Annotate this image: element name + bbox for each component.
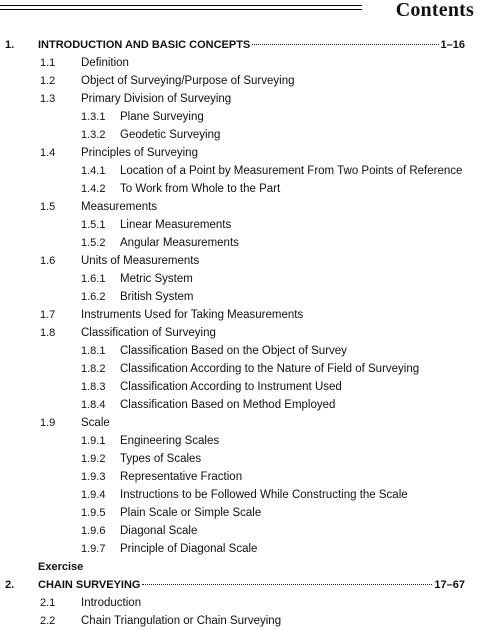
exercise-title: Exercise: [38, 561, 84, 573]
toc-subsection: [0, 468, 480, 486]
section-title: Classification Based on Method Employed: [120, 399, 336, 411]
toc-exercise: [0, 558, 480, 576]
section-number: 1.3: [40, 93, 56, 105]
toc-subsection: [0, 432, 480, 450]
section-title: Types of Scales: [120, 453, 202, 465]
section-title: Location of a Point by Measurement From Two Points of Reference: [120, 165, 463, 177]
section-title: Linear Measurements: [120, 219, 232, 231]
section-title: Scale: [81, 417, 110, 429]
toc-subsection: [0, 378, 480, 396]
toc-subsection: [0, 216, 480, 234]
section-number: 1.3.1: [81, 111, 106, 123]
toc-section: [0, 252, 480, 270]
section-title: Plain Scale or Simple Scale: [120, 507, 262, 519]
toc-section: [0, 90, 480, 108]
toc-subsection: [0, 270, 480, 288]
section-number: 1.9.6: [81, 525, 106, 537]
toc-section: [0, 612, 480, 630]
toc-subsection: [0, 342, 480, 360]
section-title: Engineering Scales: [120, 435, 220, 447]
section-number: 1.6.1: [81, 273, 106, 285]
toc-section: [0, 414, 480, 432]
section-title: British System: [120, 291, 194, 303]
section-number: 1.5.1: [81, 219, 106, 231]
section-number: 1.9: [40, 417, 56, 429]
toc-section: [0, 306, 480, 324]
toc-section: [0, 198, 480, 216]
section-title: Instructions to be Followed While Constructing the Scale: [120, 489, 408, 501]
toc-subsection: [0, 360, 480, 378]
section-number: 1.4: [40, 147, 56, 159]
section-title: Plane Surveying: [120, 111, 204, 123]
section-number: 1.8: [40, 327, 56, 339]
section-number: 1.4.1: [81, 165, 106, 177]
dot-leader: [252, 44, 438, 45]
section-title: Introduction: [81, 597, 142, 609]
section-title: To Work from Whole to the Part: [120, 183, 281, 195]
section-title: Instruments Used for Taking Measurements: [81, 309, 304, 321]
header-rule: [0, 9, 362, 10]
section-number: 1.3.2: [81, 129, 106, 141]
section-title: Classification According to the Nature of Field of Surveying: [120, 363, 420, 375]
toc-chapter: [0, 36, 480, 54]
section-number: 1.5.2: [81, 237, 106, 249]
section-title: Principle of Diagonal Scale: [120, 543, 258, 555]
chapter-number: 1.: [5, 39, 15, 51]
section-title: Classification of Surveying: [81, 327, 216, 339]
toc-subsection: [0, 486, 480, 504]
table-of-contents: [0, 36, 480, 630]
page-header: [0, 0, 480, 26]
section-title: Classification Based on the Object of Survey: [120, 345, 347, 357]
toc-chapter: [0, 576, 480, 594]
section-number: 1.6: [40, 255, 56, 267]
section-title: Chain Triangulation or Chain Surveying: [81, 615, 282, 627]
section-title: Angular Measurements: [120, 237, 239, 249]
section-number: 1.9.3: [81, 471, 106, 483]
toc-subsection: [0, 126, 480, 144]
section-number: 1.9.5: [81, 507, 106, 519]
toc-section: [0, 594, 480, 612]
toc-subsection: [0, 504, 480, 522]
section-title: Metric System: [120, 273, 193, 285]
section-number: 1.2: [40, 75, 56, 87]
section-title: Definition: [81, 57, 129, 69]
section-number: 1.8.1: [81, 345, 106, 357]
section-title: Object of Surveying/Purpose of Surveying: [81, 75, 295, 87]
section-title: Units of Measurements: [81, 255, 200, 267]
header-rule: [0, 5, 362, 6]
toc-subsection: [0, 234, 480, 252]
toc-subsection: [0, 396, 480, 414]
toc-subsection: [0, 288, 480, 306]
section-number: 2.2: [40, 615, 56, 627]
toc-subsection: [0, 540, 480, 558]
section-number: 1.7: [40, 309, 56, 321]
toc-section: [0, 72, 480, 90]
section-title: Diagonal Scale: [120, 525, 198, 537]
toc-subsection: [0, 108, 480, 126]
chapter-heading: [38, 36, 465, 54]
toc-section: [0, 54, 480, 72]
chapter-title: INTRODUCTION AND BASIC CONCEPTS: [38, 39, 251, 51]
chapter-title: CHAIN SURVEYING: [38, 579, 141, 591]
toc-subsection: [0, 522, 480, 540]
toc-section: [0, 144, 480, 162]
section-number: 1.1: [40, 57, 56, 69]
section-number: 1.9.2: [81, 453, 106, 465]
section-number: 1.8.2: [81, 363, 106, 375]
page-range: 17–67: [434, 579, 465, 591]
section-number: 2.1: [40, 597, 56, 609]
section-number: 1.9.4: [81, 489, 106, 501]
section-title: Classification According to Instrument Used: [120, 381, 342, 393]
toc-section: [0, 324, 480, 342]
section-number: 1.9.7: [81, 543, 106, 555]
chapter-heading: [38, 576, 465, 594]
chapter-number: 2.: [5, 579, 15, 591]
toc-subsection: [0, 162, 480, 180]
section-number: 1.8.4: [81, 399, 106, 411]
section-number: 1.8.3: [81, 381, 106, 393]
section-title: Primary Division of Surveying: [81, 93, 232, 105]
page-title: Contents: [395, 0, 474, 21]
toc-subsection: [0, 450, 480, 468]
section-title: Measurements: [81, 201, 158, 213]
toc-subsection: [0, 180, 480, 198]
section-number: 1.4.2: [81, 183, 106, 195]
page-range: 1–16: [440, 39, 465, 51]
section-number: 1.9.1: [81, 435, 106, 447]
section-title: Principles of Surveying: [81, 147, 198, 159]
dot-leader: [142, 584, 432, 585]
section-number: 1.6.2: [81, 291, 106, 303]
section-title: Representative Fraction: [120, 471, 243, 483]
section-title: Geodetic Surveying: [120, 129, 221, 141]
section-number: 1.5: [40, 201, 56, 213]
